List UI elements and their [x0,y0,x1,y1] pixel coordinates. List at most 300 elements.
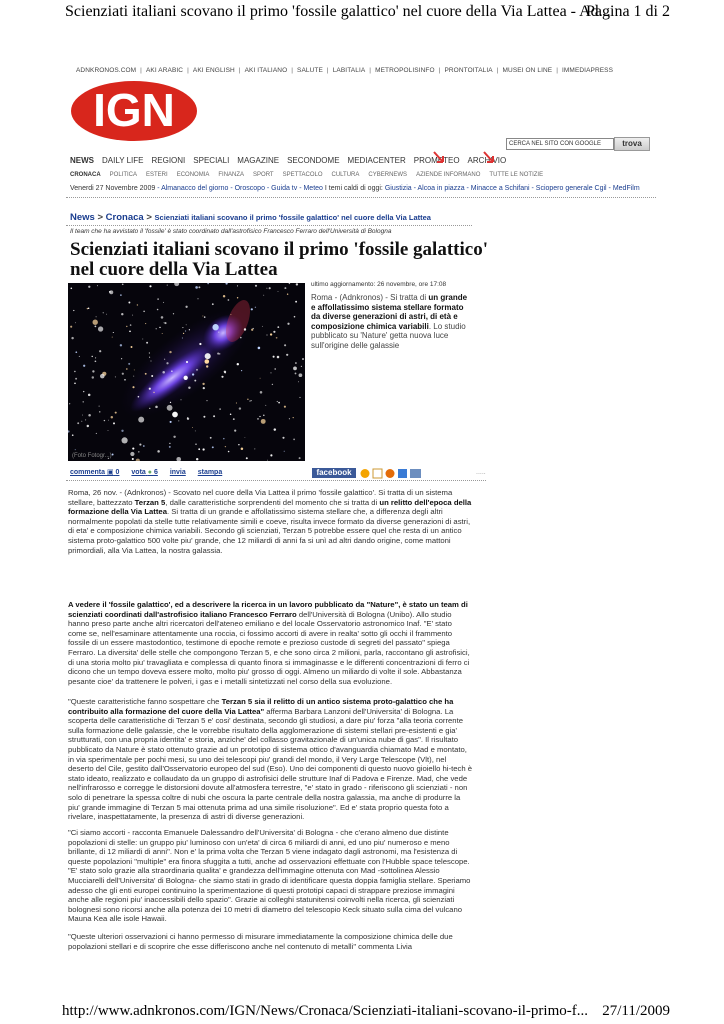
star [255,285,257,287]
star [142,339,143,340]
star [145,373,147,375]
print-page-number: Pagina 1 di 2 [586,3,670,20]
print-header [0,0,724,26]
star [237,297,238,298]
star [164,322,166,324]
star [217,353,219,355]
star [98,326,103,331]
star [255,307,256,308]
nav-separator: | [556,67,559,74]
star [75,378,77,380]
star [83,401,84,402]
star [97,285,98,286]
star [182,337,183,338]
print-date: 27/11/2009 [602,1003,670,1019]
star [205,359,210,364]
star [284,406,286,408]
subnav-item-finanza[interactable]: FINANZA [218,172,245,178]
star [251,308,253,310]
star [87,425,89,427]
star [131,346,133,348]
body-paragraph [68,600,472,686]
network-link-aki-italiano[interactable]: AKI ITALIANO [244,67,288,74]
arrow-icon [433,151,445,170]
article-photo[interactable] [68,283,305,461]
star [121,313,123,315]
print-url: http://www.adnkronos.com/IGN/News/Cronaca/Scienziati-italiani-scovano-il-primo-f... [62,1003,588,1019]
star [206,365,208,367]
photo-credit: (Foto Fotogr...) [72,453,112,459]
star [149,357,150,358]
star [267,460,268,461]
star [93,320,98,325]
subnav-item-economia[interactable]: ECONOMIA [176,172,210,178]
star [247,398,249,400]
subnav-item-esteri[interactable]: ESTERI [146,172,168,178]
star [106,314,107,315]
star [180,399,181,400]
star [277,401,278,402]
star [195,286,198,289]
star [270,454,272,456]
star [244,328,246,330]
star [103,312,104,313]
subnav-item-cybernews[interactable]: CYBERNEWS [368,172,408,178]
print-page-title: Scienziati italiani scovano il primo 'fossile galattico' nel cuore della Via Lattea - Ad... [65,3,611,20]
nav-separator: | [140,67,142,74]
star [151,375,153,377]
nav-item-mediacenter[interactable]: MEDIACENTER [347,156,406,165]
star [293,417,294,418]
nav-item-secondome[interactable]: SECONDOME [287,156,340,165]
star [302,358,304,360]
star [112,454,114,456]
star [207,283,208,284]
star [73,310,74,311]
star [194,380,196,382]
star [266,334,267,335]
star [128,363,130,365]
star [230,413,232,415]
body-text: Roma, 26 nov. - (Adnkronos) - Scovato nel cuore della Via Lattea il primo 'fossile galattico'. Si tratta di un sistema stellare, battezzato [68,488,453,507]
star [75,351,77,353]
network-link-immediapress[interactable]: IMMEDIAPRESS [562,67,614,74]
updated-timestamp: ultimo aggiornamento: 26 novembre, ore 17:08 [311,281,447,288]
star [272,384,273,385]
star [219,353,220,354]
star [212,303,214,305]
body-text: afferma Barbara Lanzoni dell'Universita' di Bologna. La scoperta delle caratteristiche di Terzan 5 e' cosi' destinata, secondo gli studiosi, a dare piu' forza "alla teoria corrente sulla formazione delle galassie, che le vorrebbe risultato della agglomerazione di sistemi stellari pre-esistenti e gia' strutturati, con una propria identita' e storia, anziche' del collasso gravitazionale di un'unica nube di gas". Il risultato pubblicato da Nature è stato ottenuto grazie ad un prototipo di sistema ottico d'avanguardia chiamato Mad e montato, in via sperimentale per pochi mesi, su uno dei telescopi piu' grandi del mondo, il Very Large Telescope (Vlt), nel deserto del Cile, gestito dall'Osservatorio europeo del sud (Eso). Uno dei componenti di questo nuovo gioiello hi-tech è stato ideato, realizzato e collaudato da un gruppo di astrofisici delle strutture Inaf di Padova e Firenze. Mad, che vede nell'infrarosso e corregge le distorsioni dovute all'atmosfera terrestre, "e' stato in grado - riferiscono gli scienziati - non solo di penetrare la spessa coltre di nubi che oscura la parte centrale della nostra galassia, ma anche di produrre la piu' grande immagine di Terzan 5 mai ottenuta prima ad una simile risoluzione". Ed e' stata proprio questa foto a rivelare, inaspettatamente, la presenza di astri di diverse generazioni. [68,706,473,822]
network-link-salute[interactable]: SALUTE [297,67,323,74]
star [75,322,76,323]
star [213,415,215,417]
star [164,322,165,323]
star [273,331,275,333]
star [299,457,301,459]
star [228,451,230,453]
star [159,327,160,328]
star [69,403,70,404]
body-text: "Queste caratteristiche fanno sospettare che [68,697,222,706]
star [301,366,302,367]
breadcrumb-cronaca[interactable]: Cronaca [105,212,144,223]
star [270,372,271,373]
star [274,428,276,430]
hot-topics-label: I temi caldi di oggi: [324,185,383,192]
star [202,448,204,450]
nav-item-magazine[interactable]: MAGAZINE [237,156,280,165]
star [241,448,244,451]
main-nav [70,156,514,165]
subnav-item-tutte-le-notizie[interactable]: TUTTE LE NOTIZIE [489,172,544,178]
star [100,374,105,379]
nav-separator: | [238,67,241,74]
star [199,343,201,345]
star [161,316,164,319]
star [238,444,239,445]
star [132,386,134,388]
vote-link[interactable] [131,469,157,476]
star [71,288,73,290]
network-link-musei-on-line[interactable]: MUSEI ON LINE [502,67,553,74]
comment-icon: ▣ [106,469,114,476]
star [108,430,109,431]
network-nav [76,67,613,74]
star [99,406,100,407]
body-text: , dalle caratteristiche sorprendenti del momento che si tratta di [165,497,380,507]
star [137,304,138,305]
star [282,437,284,439]
star [164,359,165,360]
divider [66,480,486,481]
star [157,450,160,453]
star [139,444,141,446]
summary-bold: un grande e affollatissimo sistema stellare formato da diverse generazioni di astri, di età e composizione chimica variabili [311,293,468,331]
star [298,381,299,382]
breadcrumb [70,212,431,223]
star [196,458,198,460]
star [195,430,196,431]
star [258,347,261,350]
star [287,323,289,325]
star [95,360,97,362]
star [169,351,171,353]
nav-item-archivio[interactable]: ARCHIVIO [467,156,507,165]
star [75,449,76,450]
bold-text: Terzan 5 [134,497,166,507]
subnav-item-politica[interactable]: POLITICA [109,172,138,178]
nav-separator: | [369,67,372,74]
subnav-item-sport[interactable]: SPORT [253,172,274,178]
bold-text: Terzan 5 sia il relitto di un antico sistema proto-galattico che ha contribuito alla formazione del cuore della Via Lattea" [68,697,454,716]
nav-separator: | [291,67,294,74]
star [109,290,113,294]
star [228,299,230,301]
share-icon[interactable] [410,469,421,478]
send-link[interactable]: invia [169,469,186,476]
star [257,418,259,420]
facebook-share-button[interactable]: facebook [312,468,356,478]
star [262,326,263,327]
vote-icon: ● [147,469,152,476]
divider [66,225,472,226]
hot-topics-links[interactable]: Giustizia - Alcoa in piazza - Minacce a Schifani - Sciopero generale Cgil - MedFilm [384,185,640,192]
star [295,372,297,374]
star [210,437,212,439]
nav-item-speciali[interactable]: SPECIALI [193,156,230,165]
star [188,386,190,388]
nav-item-news[interactable]: NEWS [70,156,94,165]
subnav-item-spettacolo[interactable]: SPETTACOLO [282,172,323,178]
body-text: "Ci siamo accorti - racconta Emanuele Dalessandro dell'Universita' di Bologna - che c'erano almeno due distinte popolazioni di stelle: un gruppo piu' luminoso con un'eta' di circa 6 miliardi di anni, ed uno piu' numeroso e meno brillante, di 12 miliardi di anni". Non e' la prima volta che Terzan 5 viene indagato dagli astronomi, ma l'esistenza di queste popolazioni "multiple" era finora sfuggita a tutti, anche ad osservazioni effettuate con l'Hubble space telescope. "E' stato solo grazie alla straordinaria qualita' e grandezza dell'immagine ottenuta con Mad -sottolinea Alessio Mucciarelli dell'Universita' di Bologna- che siamo stati in grado di identificare questa doppia famiglia stellare. Speriamo adesso che gli enti europei continuino la sperimentazione di questi prototipi capaci di strappare preziose immagini anche alle regioni piu' inaccessibili dello spazio". Grazie ai colleghi statunitensi coinvolti nella ricerca, gli scienziati bolognesi sono ricorsi anche alla potenza dei 10 metri di diametro del telescopio Keck situato sulla cima del vulcano Mauna Kea alle isole Hawaii. [68,828,471,924]
star [276,337,278,339]
star [219,408,220,409]
star [120,294,122,296]
star [287,293,288,294]
share-icon[interactable] [373,469,382,478]
star [108,420,109,421]
star [293,439,295,441]
star [149,352,150,353]
star [143,445,145,447]
body-text: dell'Università di Bologna (Unibo). Allo studio hanno preso parte anche altri ricercatori dell'ateneo emiliano e del locale Osservatorio astronomico Inaf. "E' stato come se, nell'esaminare attentamente una roccia, ci fossimo accorti di avere in realta' sotto gli occhi il frammento fossile di un essere mastodontico, testimone di epoche remote e prezioso custode di segreti del passato" spiega Ferraro. La diversita' delle stelle che compongono Terzan 5, e che sono circa 2 milioni, parla, raccontano gli astrofisici, di una storia molto piu' travagliata e complessa di quanto finora si immaginasse e le differenti concentrazioni di ferro ci dicono che un tempo doveva essere molto, molto piu' grosso di oggi. Almeno un miliardo di volte il sole. Abbastanza pesante cioe' da trattenere le polveri, i gas e i metalli sintetizzati nel corso della sua evoluzione. [68,609,470,686]
star [122,283,124,285]
star [153,392,155,394]
star [99,411,100,412]
body-text: . Si tratta di un grande e affollatissimo sistema stellare che, a differenza degli altri normalmente popolati da stelle tutte relativamente simili e coeve, risulta invece formato da diverse generazioni di astri, di eta' e composizione chimica variabili. Secondo gli scienziati, Terzan 5 potrebbe essere quel che resta di un antico sistema proto-galattico 500 volte piu' grande, che 12 miliardi di anni fa si unì ad altri dando origine, come mattoni primordiali, alla Via Lattea, la nostra galassia. [68,507,471,555]
network-link-aki-english[interactable]: AKI ENGLISH [192,67,235,74]
star [196,369,198,371]
star [299,397,300,398]
star [121,430,123,432]
star [284,451,285,452]
star [138,451,139,452]
star [170,421,172,423]
subnav-item-aziende-informano[interactable]: AZIENDE INFORMANO [416,172,481,178]
star [234,430,236,432]
star [187,418,189,420]
star [169,443,170,444]
star [130,452,134,456]
star [260,391,263,394]
star [185,306,187,308]
star [293,367,297,371]
star [83,391,84,392]
star [251,329,253,331]
network-link-aki-arabic[interactable]: AKI ARABIC [145,67,184,74]
star [111,416,113,418]
star [124,379,126,381]
star [115,376,116,377]
star [95,326,97,328]
star [138,396,140,398]
star [244,437,245,438]
nav-item-prometeo[interactable]: PROMETEO [413,156,460,165]
star [254,448,255,449]
star [173,313,174,314]
star [249,401,250,402]
star [296,283,298,285]
vote-label: vota [131,469,146,476]
star [206,400,207,401]
star [265,405,266,406]
star [163,302,164,303]
star [112,337,113,338]
star [284,287,286,289]
network-link-labitalia[interactable]: LABITALIA [332,67,366,74]
nav-separator: | [496,67,499,74]
star [261,419,266,424]
star [150,360,151,361]
divider [66,197,656,198]
star [156,328,157,329]
star [203,416,205,418]
star [115,412,117,414]
star [122,437,128,443]
star [205,353,211,359]
network-link-metropolisinfo[interactable]: METROPOLISINFO [375,67,435,74]
body-paragraph [68,697,472,822]
date-line [70,185,640,192]
star [95,357,96,358]
star [263,415,265,417]
star [169,446,171,448]
star [132,448,134,450]
summary-rest: . Lo studio pubblicato su 'Nature' getta nuova luce sull'origine delle galassie [311,321,466,350]
star [134,369,135,370]
star [167,285,168,286]
logo-graphic [70,80,220,142]
star [263,295,264,296]
star [149,388,151,390]
star [223,295,225,297]
star [277,326,279,328]
bold-text: A vedere il 'fossile galattico', ed a descrivere la ricerca in un lavoro pubblicato da "Nature", è stato un team di scienziati coordinati dall'astrofisico italiano Francesco Ferraro [68,600,468,619]
star [128,302,130,304]
star [286,354,288,356]
star [145,323,146,324]
subnav-item-cultura[interactable]: CULTURA [331,172,360,178]
star [186,324,187,325]
star [77,422,79,424]
comment-link[interactable] [70,469,119,476]
star [203,387,205,389]
star [284,344,286,346]
breadcrumb-news[interactable]: News [70,212,95,223]
service-links[interactable]: - Almanacco del giorno - Oroscopo - Guida tv - Meteo [157,185,323,192]
nav-item-regioni[interactable]: REGIONI [151,156,186,165]
nav-separator: | [187,67,189,74]
star [237,363,239,365]
star [192,427,193,428]
star [270,333,272,335]
breadcrumb-current: Scienziati italiani scovano il primo 'fossile galattico' nel cuore della Via Lattea [154,213,431,222]
star [274,368,276,370]
article-tools [70,468,232,476]
star [74,371,75,372]
star [198,286,200,288]
star [239,407,241,409]
star [126,326,127,327]
star [192,373,194,375]
star [185,330,186,331]
star [146,342,148,344]
star [236,402,237,403]
star [88,414,91,417]
arrow-icon [483,151,495,170]
nav-separator: | [438,67,441,74]
star [71,337,73,339]
article-summary [311,293,471,351]
nav-item-daily-life[interactable]: DAILY LIFE [102,156,144,165]
star [72,434,74,436]
star [132,315,133,316]
star [88,394,91,397]
star [202,315,203,316]
search-input[interactable]: CERCA NEL SITO CON GOOGLE [506,138,614,150]
share-icon[interactable] [361,469,370,478]
star [83,365,85,367]
star [162,333,163,334]
star [173,436,175,438]
print-link[interactable]: stampa [197,469,223,476]
nav-separator: | [326,67,329,74]
star [278,402,280,404]
network-link-adnkronos-com[interactable]: ADNKRONOS.COM [76,67,137,74]
star [182,327,183,328]
star [143,311,144,312]
share-icon[interactable] [386,469,395,478]
search-button[interactable]: trova [614,137,650,151]
star [132,458,134,460]
star [246,457,248,459]
star [186,361,188,363]
body-paragraph [68,488,472,555]
star [183,333,184,334]
star [92,370,94,372]
ign-logo[interactable] [70,80,220,142]
network-link-prontoitalia[interactable]: PRONTOITALIA [444,67,493,74]
star [74,382,76,384]
star [79,356,80,357]
star [198,448,200,450]
share-icon[interactable] [398,469,407,478]
star [259,416,260,417]
star [133,376,134,377]
star [129,330,131,332]
star [212,324,218,330]
star [92,376,94,378]
star [126,368,128,370]
star [162,371,165,374]
star [157,309,159,311]
star [157,298,159,300]
star [113,332,114,333]
star [197,298,198,299]
star [233,418,235,420]
breadcrumb-separator: > [146,212,152,223]
star [223,438,225,440]
star [204,316,205,317]
vote-count: 6 [153,469,158,476]
article-headline: Scienziati italiani scovano il primo 'fossile galattico' nel cuore della Via Lattea [70,239,488,280]
star [225,446,226,447]
star [212,446,214,448]
star [277,356,280,359]
subnav-item-cronaca[interactable]: CRONACA [70,172,101,178]
star [289,418,290,419]
star [113,422,115,424]
